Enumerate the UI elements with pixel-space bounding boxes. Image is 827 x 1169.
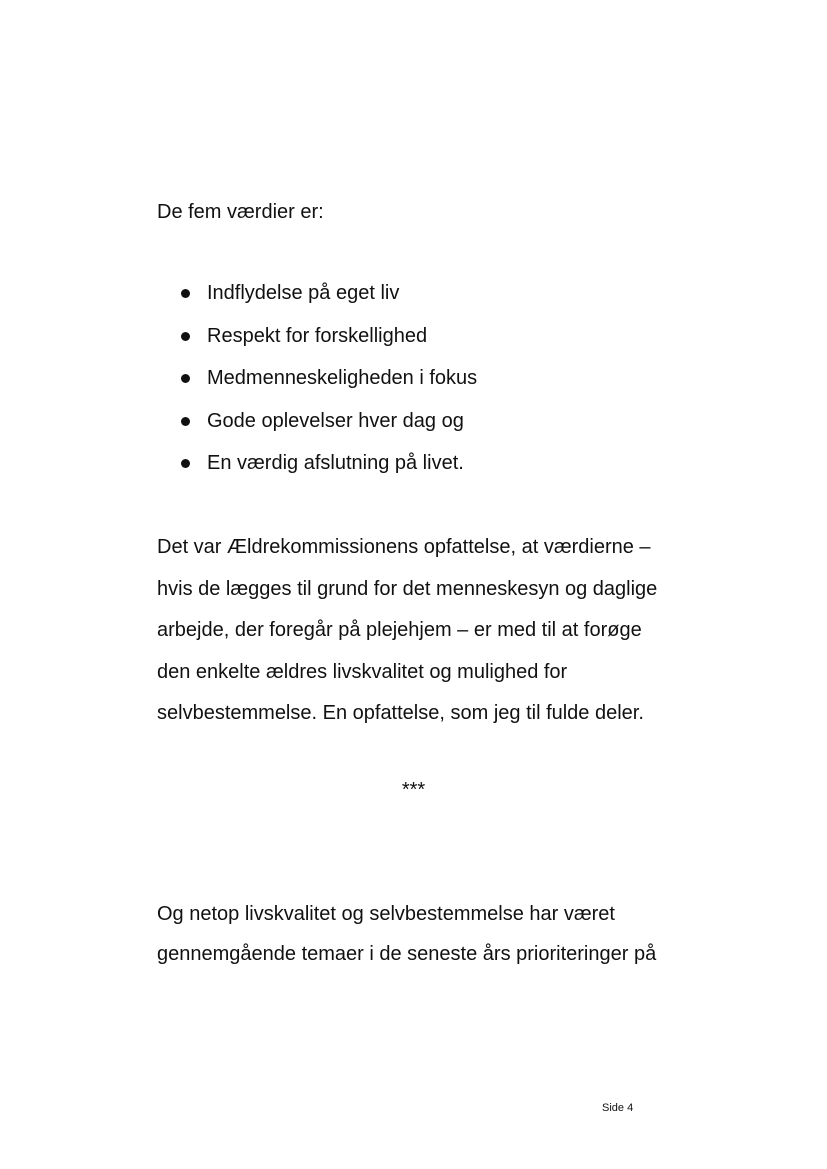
paragraph-line: Det var Ældrekommissionens opfattelse, at værdierne – (157, 536, 651, 558)
paragraph-line: selvbestemmelse. En opfattelse, som jeg til fulde deler. (157, 702, 644, 724)
list-item-text: En værdig afslutning på livet. (207, 452, 464, 474)
section-separator: *** (401, 779, 426, 801)
list-item-text: Respekt for forskellighed (207, 324, 428, 347)
list-item (181, 322, 477, 365)
paragraph-line: den enkelte ældres livskvalitet og mulighed for (157, 660, 568, 683)
paragraph-priorities (157, 900, 656, 980)
paragraph-commission (157, 533, 657, 741)
paragraph-line: Og netop livskvalitet og selvbestemmelse har været (157, 903, 615, 925)
values-list (181, 279, 477, 492)
paragraph-line: hvis de lægges til grund for det menneskesyn og daglige (157, 577, 658, 600)
list-item-text: Indflydelse på eget liv (207, 282, 400, 304)
intro-text: De fem værdier er: (157, 201, 324, 223)
list-item (181, 449, 477, 492)
bullet-icon (181, 417, 190, 426)
page-number: Side 4 (602, 1102, 634, 1114)
list-item-text: Medmenneskeligheden i fokus (207, 367, 478, 389)
paragraph-line: arbejde, der foregår på plejehjem – er med til at forøge (157, 619, 642, 641)
bullet-icon (181, 289, 190, 298)
paragraph-line: gennemgående temaer i de seneste års prioriteringer på (157, 943, 657, 965)
list-item (181, 364, 477, 407)
list-item-text: Gode oplevelser hver dag og (207, 409, 464, 432)
list-item (181, 407, 477, 450)
list-item (181, 279, 477, 322)
bullet-icon (181, 459, 190, 468)
bullet-icon (181, 374, 190, 383)
bullet-icon (181, 332, 190, 341)
